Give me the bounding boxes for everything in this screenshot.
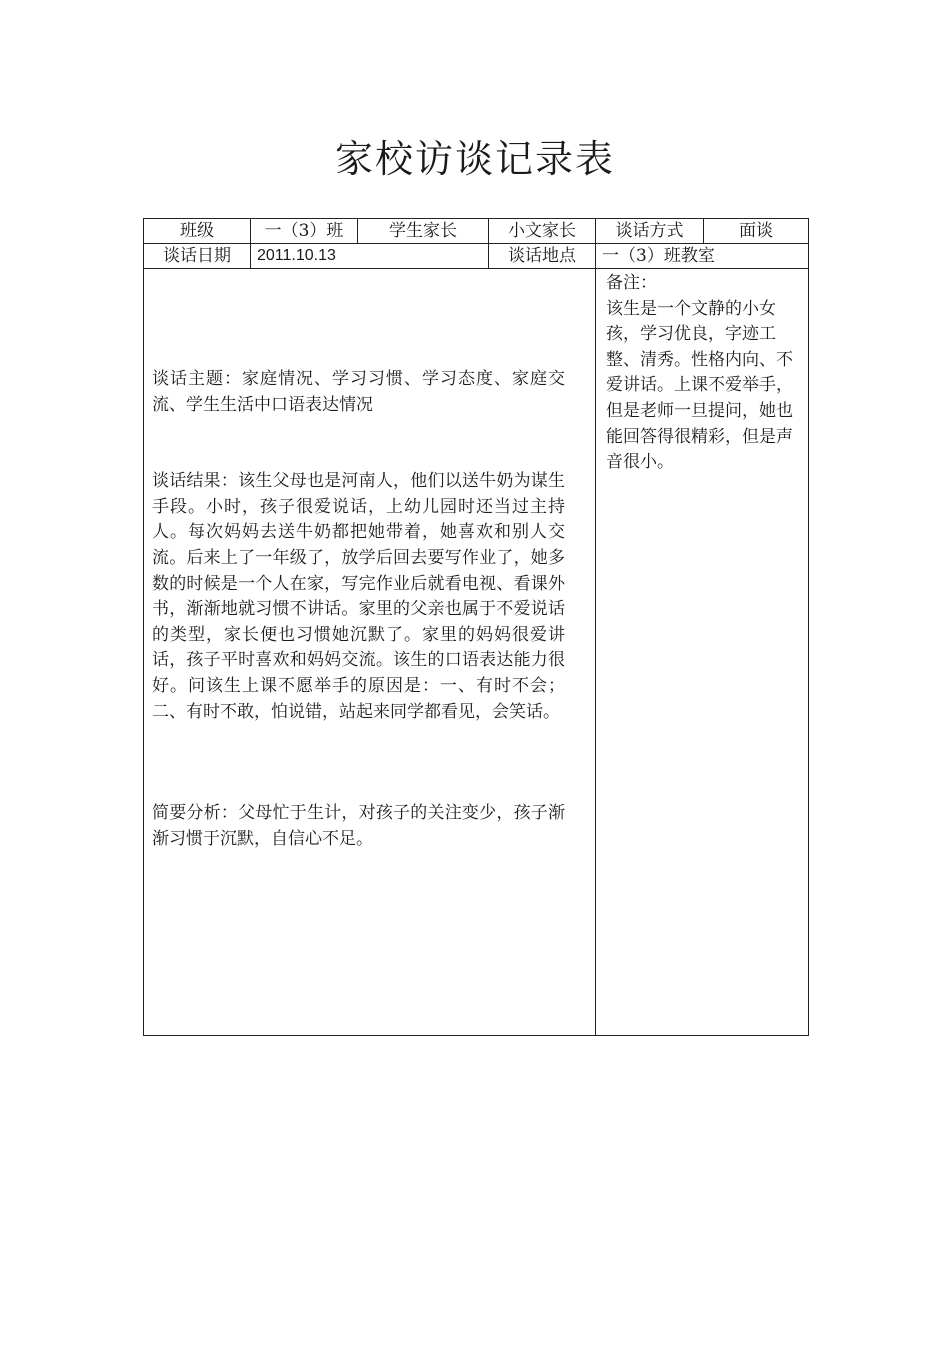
interview-result: 谈话结果：该生父母也是河南人，他们以送牛奶为谋生手段。小时，孩子很爱说话，上幼儿园时还当过主持人。每次妈妈去送牛奶都把她带着，她喜欢和别人交流。后来上了一年级了，放学后回去要写作业了，她多数的时候是一个人在家，写完作业后就看电视、看课外书，渐渐地就习惯不讲话。家里的父亲也属于不爱说话的类型，家长便也习惯她沉默了。家里的妈妈很爱讲话，孩子平时喜欢和妈妈交流。该生的口语表达能力很好。问该生上课不愿举手的原因是：一、有时不会；二、有时不敢，怕说错，站起来同学都看见，会笑话。	[152, 471, 565, 722]
remarks-text: 该生是一个文静的小女孩，学习优良，字迹工整、清秀。性格内向、不爱讲话。上课不爱举手，但是老师一旦提问，她也能回答得很精彩，但是声音很小。	[606, 298, 793, 473]
interview-topic: 谈话主题：家庭情况、学习习惯、学习态度、家庭交流、学生生活中口语表达情况	[152, 369, 565, 415]
interview-content-cell	[144, 269, 596, 1036]
interview-record-table	[143, 218, 809, 1036]
remarks-label: 备注：	[606, 273, 657, 293]
date-label: 谈话日期	[144, 244, 251, 269]
method-label: 谈话方式	[596, 219, 704, 244]
page-title: 家校访谈记录表	[334, 137, 615, 181]
class-value: 一（3）班	[251, 219, 358, 244]
table-row-content	[144, 269, 809, 1036]
location-label: 谈话地点	[489, 244, 596, 269]
location-value: 一（3）班教室	[596, 244, 809, 269]
parent-label: 学生家长	[358, 219, 489, 244]
parent-value: 小文家长	[489, 219, 596, 244]
table-row-date-location	[144, 244, 809, 269]
brief-analysis: 简要分析：父母忙于生计，对孩子的关注变少，孩子渐渐习惯于沉默，自信心不足。	[152, 803, 565, 849]
table-row-class-info	[144, 219, 809, 244]
method-value: 面谈	[704, 219, 809, 244]
remarks-cell	[596, 269, 809, 1036]
date-value: 2011.10.13	[251, 244, 489, 269]
class-label: 班级	[144, 219, 251, 244]
